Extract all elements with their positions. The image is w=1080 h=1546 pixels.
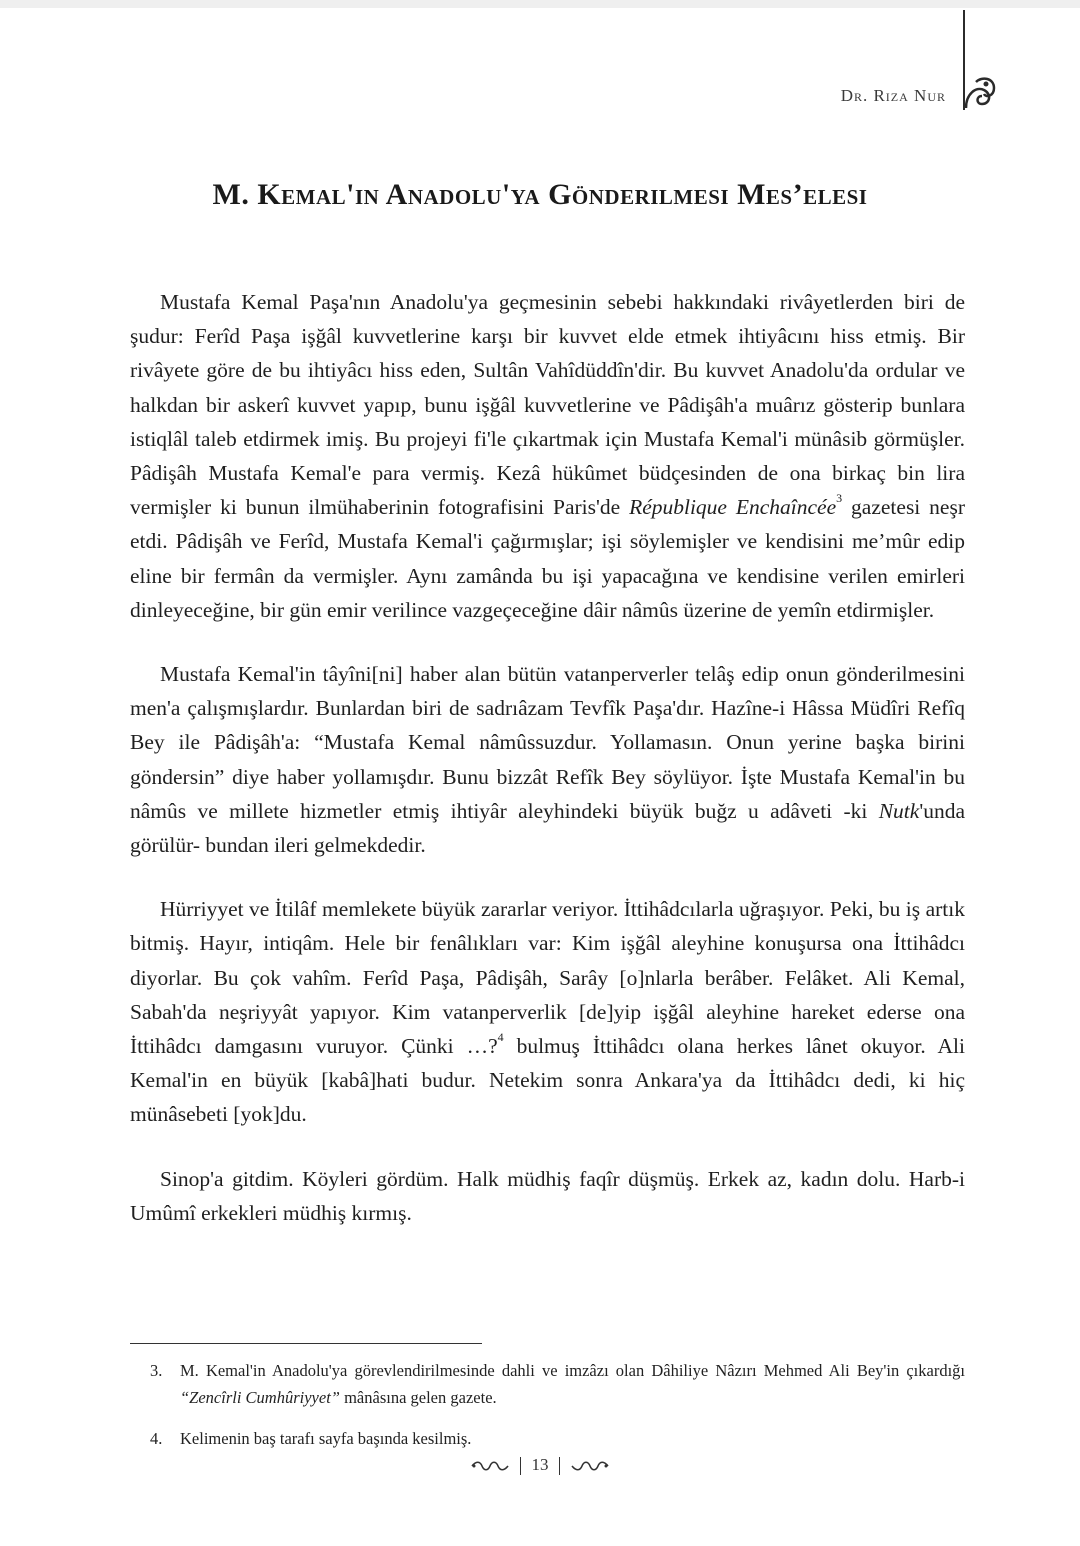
- paragraph-text: bulmuş İttihâdcı olana herkes lânet okuyor. Ali Kemal'in en büyük [kabâ]hati budur. Netekim sonra Ankara'ya da İttihâdcı dedi, ki hiç münâsebeti [yok]du.: [130, 1034, 965, 1127]
- body-text: [130, 285, 965, 1260]
- folio-divider: [520, 1457, 521, 1475]
- paragraph-4: [130, 1162, 965, 1230]
- footnote-number: 4.: [150, 1429, 163, 1448]
- paragraph-2: [130, 657, 965, 862]
- paragraph-text: 'unda görülür- bundan ileri gelmekdedir.: [130, 798, 965, 858]
- paragraph-text: Hürriyyet ve İtilâf memlekete büyük zararlar veriyor. İttihâdcılarla uğraşıyor. Peki, bu iş artık bitmiş. Hayır, intiqâm. Hele bir fenâlıkları var: Kim işğâl aleyhine konuşursa ona İttihâdcı diyorlar. Bu çok vahîm. Ferîd Paşa, Pâdişâh, Sarây [o]nlarla berâber. Felâket. Ali Kemal, Sabah'da neşriyyât yapıyor. Kim vatanperverlik [de]yip işğâl aleyhine hareket ederse ona İttihâdcı damgasını vuruyor. Çünki …?: [130, 897, 965, 1059]
- footnote-text-part: M. Kemal'in Anadolu'ya görevlendirilmesinde dahli ve imzâzı olan Dâhiliye Nâzırı Mehmed Ali Bey'in çıkardığı: [180, 1361, 965, 1380]
- footnote-italic: “Zencîrli Cumhûriyyet”: [180, 1388, 340, 1407]
- right-ornament-icon: [570, 1459, 610, 1473]
- footnote-text: Kelimenin baş tarafı sayfa başında kesilmiş.: [180, 1429, 472, 1448]
- running-head: Dr. Rıza Nur: [840, 86, 946, 105]
- paragraph-text: Mustafa Kemal'in tâyîni[ni] haber alan bütün vatanperverler telâş edip onun gönderilmesini men'a çalışmışlardır. Bunlardan biri de sadrıâzam Tevfîk Paşa'dır. Hazîne-i Hâssa Müdîri Refîq Bey ile Pâdişâh'a: “Mustafa Kemal nâmûssuzdur. Yollamasın. Onun yerine başka birini göndersin” diye haber yollamışdır. Bunu bizzât Refîk Bey söylüyor. İşte Mustafa Kemal'in bu nâmûs ve millete hizmetler etmiş ihtiyâr aleyhindeki büyük buğz u adâveti -ki: [130, 662, 965, 823]
- folio-divider: [559, 1457, 560, 1475]
- page-folio: [0, 1455, 1080, 1475]
- paragraph-text: gazetesi neşr etdi. Pâdişâh ve Ferîd, Mustafa Kemal'i çağırmışlar; işi söylemişler ve kendisini me’mûr edip eline bir fermân da vermişler. Aynı zamânda bu işi yapacağına ve kendisine verilen emirleri dinleyeceğine, bir gün emir verilince vazgeçeceğine dâir nâmûs üzerine de yemîn etdirmişler.: [130, 495, 965, 622]
- footnote-rule: [130, 1343, 482, 1344]
- italic-title: République Enchaîncée: [629, 495, 837, 520]
- footnote-text-part: mânâsına gelen gazete.: [339, 1388, 497, 1407]
- paragraph-text: Sinop'a gitdim. Köyleri gördüm. Halk müdhiş faqîr düşmüş. Erkek az, kadın dolu. Harb-i Umûmî erkekleri müdhiş kırmış.: [130, 1166, 965, 1225]
- chapter-title: M. Kemal'in Anadolu'ya Gönderilmesi Mes’elesi: [212, 178, 868, 211]
- footnote-ref-4[interactable]: 4: [497, 1030, 504, 1045]
- footnote-ref-3[interactable]: 3: [836, 491, 843, 506]
- left-ornament-icon: [470, 1459, 510, 1473]
- ornament-icon: [962, 68, 998, 114]
- footnotes: [150, 1357, 965, 1466]
- paragraph-3: [130, 892, 965, 1131]
- paragraph-text: Mustafa Kemal Paşa'nın Anadolu'ya geçmesinin sebebi hakkındaki rivâyetlerden biri de şudur: Ferîd Paşa işğâl kuvvetlerine karşı bir kuvvet elde etmek ihtiyâcını hiss etmiş. Bir rivâyete göre de bu ihtiyâcı hiss eden, Sultân Vahîdüddîn'dir. Bu kuvvet Anadolu'da ordular ve halkdan bir askerî kuvvet yapıp, bunu işğâl kuvvetlerine ve Pâdişâh'a muârız gösterip bunlara istiqlâl taleb etdirmek imiş. Bu projeyi fi'le çıkartmak için Mustafa Kemal'i münâsib görmüşler. Pâdişâh Mustafa Kemal'e para vermiş. Kezâ hükûmet büdçesinden de ona birkaç bin lira vermişler ki bunun ilmühaberinin fotografisini Paris'de: [130, 290, 965, 520]
- footnote-text: [180, 1357, 965, 1411]
- page-number: 13: [531, 1455, 549, 1474]
- footnote-4: [150, 1425, 965, 1452]
- italic-title: Nutk: [878, 798, 920, 823]
- paragraph-1: [130, 285, 965, 627]
- footnote-number: 3.: [150, 1361, 163, 1380]
- footnote-3: [150, 1357, 965, 1411]
- top-band: [0, 0, 1080, 8]
